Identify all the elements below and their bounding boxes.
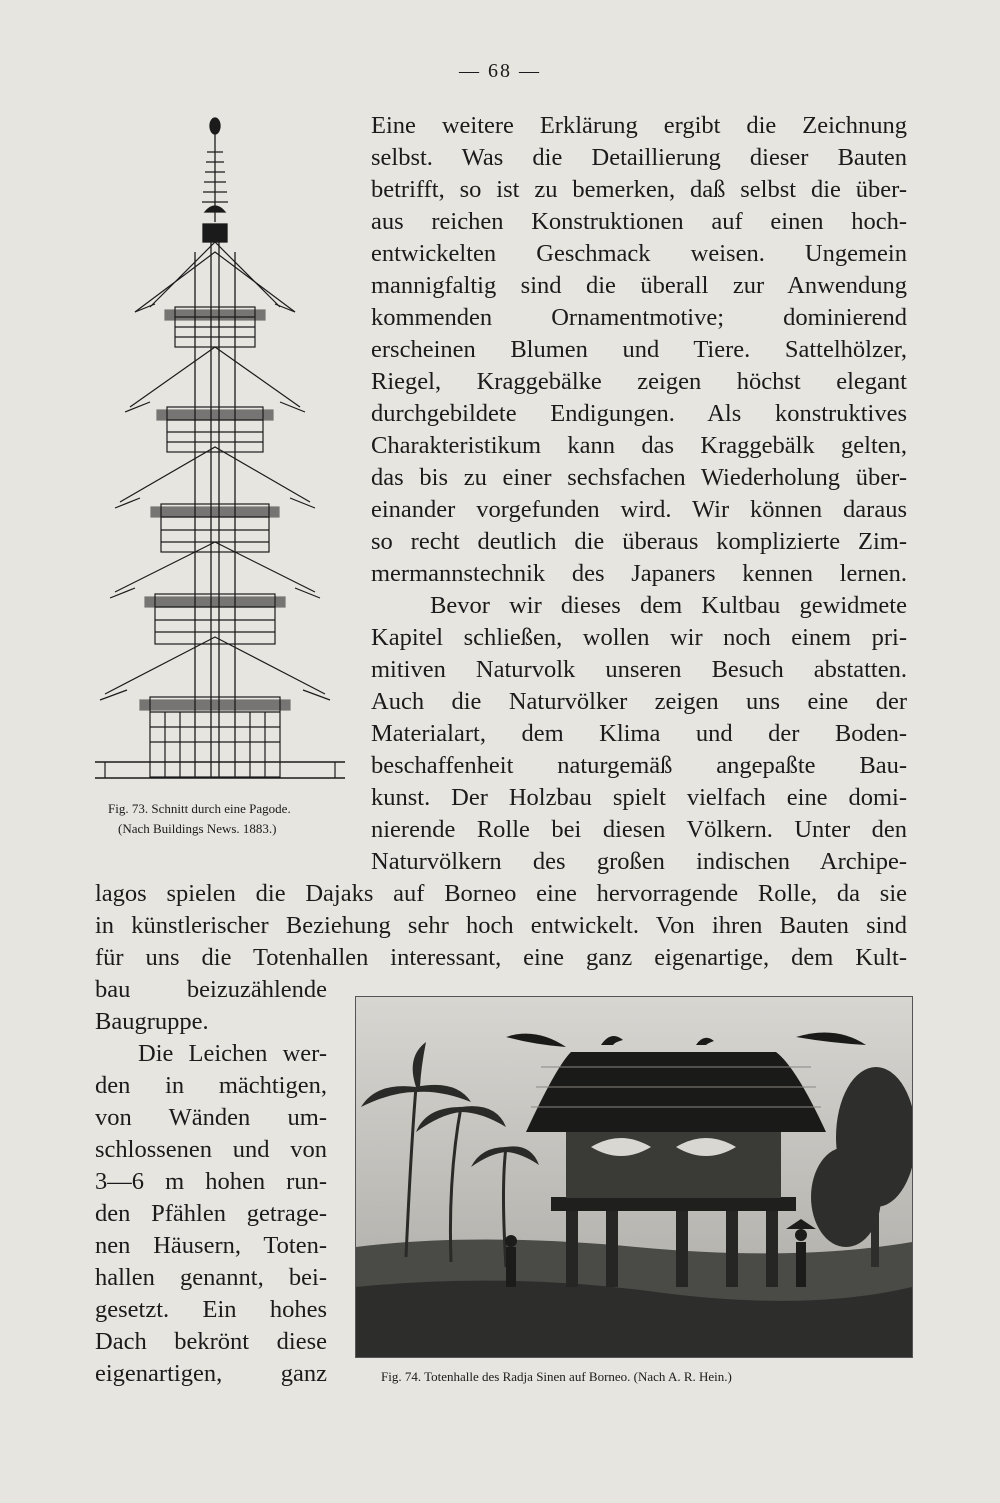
page-number: — 68 — [459,60,541,82]
text-line: durchgebildete Endigungen. Als konstruktives [371,400,907,427]
text-line: kommenden Ornamentmotive; dominierend [371,304,907,331]
text-line: eigenartigen, ganz [95,1360,327,1387]
text-line: mermannstechnik des Japaners kennen lernen. [371,560,907,587]
text-line: beschaffenheit naturgemäß angepaßte Bau- [371,752,907,779]
text-line: betrifft, so ist zu bemerken, daß selbst die über- [371,176,907,203]
totenhalle-figure [355,996,913,1358]
text-line: Dach bekrönt diese [95,1328,327,1355]
text-line: für uns die Totenhallen interessant, eine ganz eigenartige, dem Kult- [95,944,907,971]
text-line: mannigfaltig sind die überall zur Anwendung [371,272,907,299]
text-line: Materialart, dem Klima und der Boden- [371,720,907,747]
text-line: Baugruppe. [95,1008,209,1035]
text-line: gesetzt. Ein hohes [95,1296,327,1323]
text-line: bau beizuzählende [95,976,327,1003]
text-line: Charakteristikum kann das Kraggebälk gelten, [371,432,907,459]
text-line: Eine weitere Erklärung ergibt die Zeichnung [371,112,907,139]
text-line: Auch die Naturvölker zeigen uns eine der [371,688,907,715]
totenhalle-illustration [356,997,912,1357]
pagoda-drawing [95,112,360,802]
text-line: den Pfählen getrage- [95,1200,327,1227]
fig73-caption-line1: Fig. 73. Schnitt durch eine Pagode. [108,801,291,816]
text-line: entwickelten Geschmack weisen. Ungemein [371,240,907,267]
text-line: in künstlerischer Beziehung sehr hoch entwickelt. Von ihren Bauten sind [95,912,907,939]
fig74-caption: Fig. 74. Totenhalle des Radja Sinen auf Borneo. (Nach A. R. Hein.) [381,1369,732,1384]
text-line: selbst. Was die Detaillierung dieser Bauten [371,144,907,171]
text-line: so recht deutlich die überaus komplizierte Zim- [371,528,907,555]
text-line: Bevor wir dieses dem Kultbau gewidmete [430,592,907,619]
text-line: Die Leichen wer- [138,1040,327,1067]
text-line: Kapitel schließen, wollen wir noch einem pri- [371,624,907,651]
text-line: einander vorgefunden wird. Wir können daraus [371,496,907,523]
text-line: erscheinen Blumen und Tiere. Sattelhölzer, [371,336,907,363]
text-line: den in mächtigen, [95,1072,327,1099]
text-line: Riegel, Kraggebälke zeigen höchst elegant [371,368,907,395]
text-line: hallen genannt, bei- [95,1264,327,1291]
text-line: aus reichen Konstruktionen auf einen hoch- [371,208,907,235]
fig73-caption-line2: (Nach Buildings News. 1883.) [118,821,277,836]
text-line: von Wänden um- [95,1104,327,1131]
text-line: nen Häusern, Toten- [95,1232,327,1259]
text-line: schlossenen und von [95,1136,327,1163]
pagoda-figure [95,112,360,802]
text-line: Naturvölkern des großen indischen Archipe- [371,848,907,875]
text-line: nierende Rolle bei diesen Völkern. Unter den [371,816,907,843]
text-line: lagos spielen die Dajaks auf Borneo eine hervorragende Rolle, da sie [95,880,907,907]
text-line: das bis zu einer sechsfachen Wiederholung über- [371,464,907,491]
text-line: kunst. Der Holzbau spielt vielfach eine domi- [371,784,907,811]
text-line: mitiven Naturvolk unseren Besuch abstatten. [371,656,907,683]
text-line: 3—6 m hohen run- [95,1168,327,1195]
